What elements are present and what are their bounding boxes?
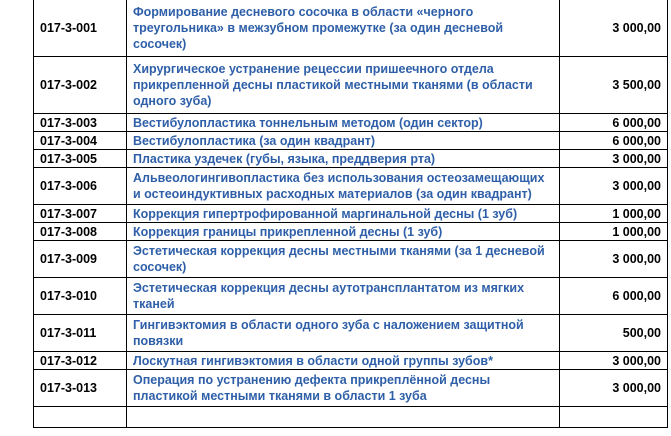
table-row: [34, 0, 668, 57]
service-name: Эстетическая коррекция десны местными тканями (за 1 десневой сосочек): [127, 241, 560, 278]
service-name: Пластика уздечек (губы, языка, преддверия рта): [127, 150, 560, 168]
service-code: 017-3-001: [34, 0, 127, 57]
service-name: Операция по устранению дефекта прикреплённой десны пластикой местными тканями в области 1 зуба: [127, 370, 560, 407]
service-code: 017-3-002: [34, 57, 127, 114]
service-code: 017-3-009: [34, 241, 127, 278]
service-code: 017-3-006: [34, 168, 127, 205]
service-name: Вестибулопластика (за один квадрант): [127, 132, 560, 150]
table-row: [34, 205, 668, 223]
service-code: 017-3-008: [34, 223, 127, 241]
empty-cell: [560, 407, 668, 428]
table-row: [34, 168, 668, 205]
service-code: 017-3-013: [34, 370, 127, 407]
service-code: 017-3-005: [34, 150, 127, 168]
service-name: Коррекция гипертрофированной маргинальной десны (1 зуб): [127, 205, 560, 223]
table-row: [34, 352, 668, 370]
service-code: 017-3-003: [34, 114, 127, 132]
table-row: [34, 370, 668, 407]
service-code: 017-3-011: [34, 315, 127, 352]
table-row: [34, 132, 668, 150]
service-code: 017-3-007: [34, 205, 127, 223]
empty-cell: [127, 407, 560, 428]
table-row: [34, 223, 668, 241]
service-price: 1 000,00: [560, 223, 668, 241]
service-name: Эстетическая коррекция десны аутотрансплантатом из мягких тканей: [127, 278, 560, 315]
service-price: 3 000,00: [560, 0, 668, 57]
table-row: [34, 57, 668, 114]
service-code: 017-3-004: [34, 132, 127, 150]
service-name: Альвеологингивопластика без использования остеозамещающих и остеоиндуктивных расходных материалов (за один квадрант): [127, 168, 560, 205]
service-price: 3 000,00: [560, 352, 668, 370]
table-row: [34, 315, 668, 352]
service-price: 6 000,00: [560, 114, 668, 132]
service-name: Формирование десневого сосочка в области «черного треугольника» в межзубном промежутке (за один десневой сосочек): [127, 0, 560, 57]
service-name: Коррекция границы прикрепленной десны (1 зуб): [127, 223, 560, 241]
service-name: Гингивэктомия в области одного зуба с наложением защитной повязки: [127, 315, 560, 352]
service-price: 6 000,00: [560, 278, 668, 315]
service-code: 017-3-010: [34, 278, 127, 315]
table-row: [34, 114, 668, 132]
service-price: 500,00: [560, 315, 668, 352]
service-price: 6 000,00: [560, 132, 668, 150]
service-price: 3 000,00: [560, 150, 668, 168]
price-table: [33, 0, 668, 428]
service-price: 1 000,00: [560, 205, 668, 223]
service-price: 3 000,00: [560, 370, 668, 407]
service-price: 3 000,00: [560, 168, 668, 205]
table-row: [34, 407, 668, 428]
service-price: 3 500,00: [560, 57, 668, 114]
empty-cell: [34, 407, 127, 428]
table-row: [34, 150, 668, 168]
table-row: [34, 278, 668, 315]
service-name: Лоскутная гингивэктомия в области одной группы зубов*: [127, 352, 560, 370]
table-row: [34, 241, 668, 278]
service-name: Хирургическое устранение рецессии пришеечного отдела прикрепленной десны пластикой местными тканями (в области одного зуба): [127, 57, 560, 114]
service-code: 017-3-012: [34, 352, 127, 370]
service-name: Вестибулопластика тоннельным методом (один сектор): [127, 114, 560, 132]
service-price: 3 000,00: [560, 241, 668, 278]
